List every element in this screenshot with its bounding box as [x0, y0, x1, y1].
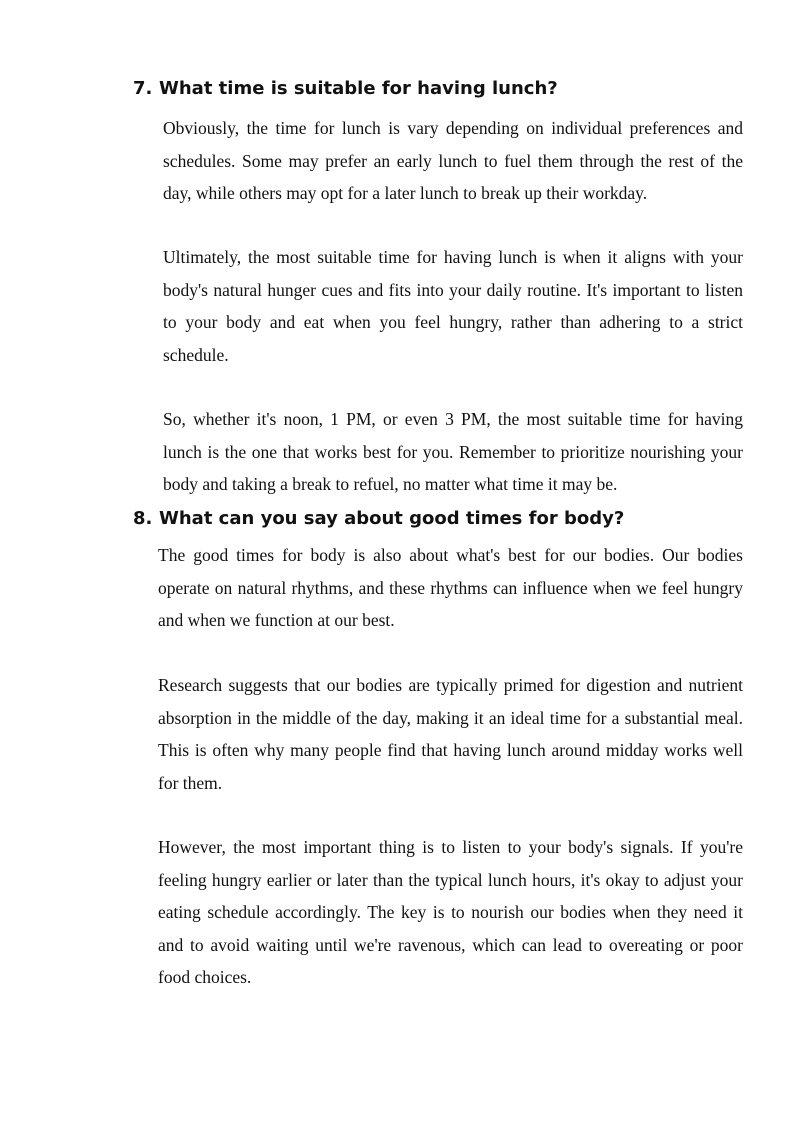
- section-number: 7.: [133, 78, 153, 99]
- paragraph: Ultimately, the most suitable time for having lunch is when it aligns with your body's natural hunger cues and fits into your daily routine. It's important to listen to your body and eat when you feel hungry, rather than adhering to a strict schedule.: [163, 247, 743, 365]
- section-title: What can you say about good times for body?: [159, 508, 625, 529]
- paragraph: However, the most important thing is to listen to your body's signals. If you're feeling hungry earlier or later than the typical lunch hours, it's okay to adjust your eating schedule accordingly. The key is to nourish our bodies when they need it and to avoid waiting until we're ravenous, which can lead to overeating or poor food choices.: [158, 837, 743, 987]
- paragraph: Research suggests that our bodies are typically primed for digestion and nutrient absorption in the middle of the day, making it an ideal time for a substantial meal. This is often why many people find that having lunch around midday works well for them.: [158, 675, 743, 793]
- paragraph: Obviously, the time for lunch is vary depending on individual preferences and schedules. Some may prefer an early lunch to fuel them through the rest of the day, while others may opt for a later lunch to break up their workday.: [163, 118, 743, 203]
- section-heading: [133, 77, 558, 101]
- paragraph: The good times for body is also about what's best for our bodies. Our bodies operate on natural rhythms, and these rhythms can influence when we feel hungry and when we function at our best.: [158, 545, 743, 630]
- section-heading: [133, 507, 624, 531]
- section-title: What time is suitable for having lunch?: [159, 78, 558, 99]
- section-number: 8.: [133, 508, 153, 529]
- paragraph: So, whether it's noon, 1 PM, or even 3 PM, the most suitable time for having lunch is the one that works best for you. Remember to prioritize nourishing your body and taking a break to refuel, no matter what time it may be.: [163, 409, 743, 494]
